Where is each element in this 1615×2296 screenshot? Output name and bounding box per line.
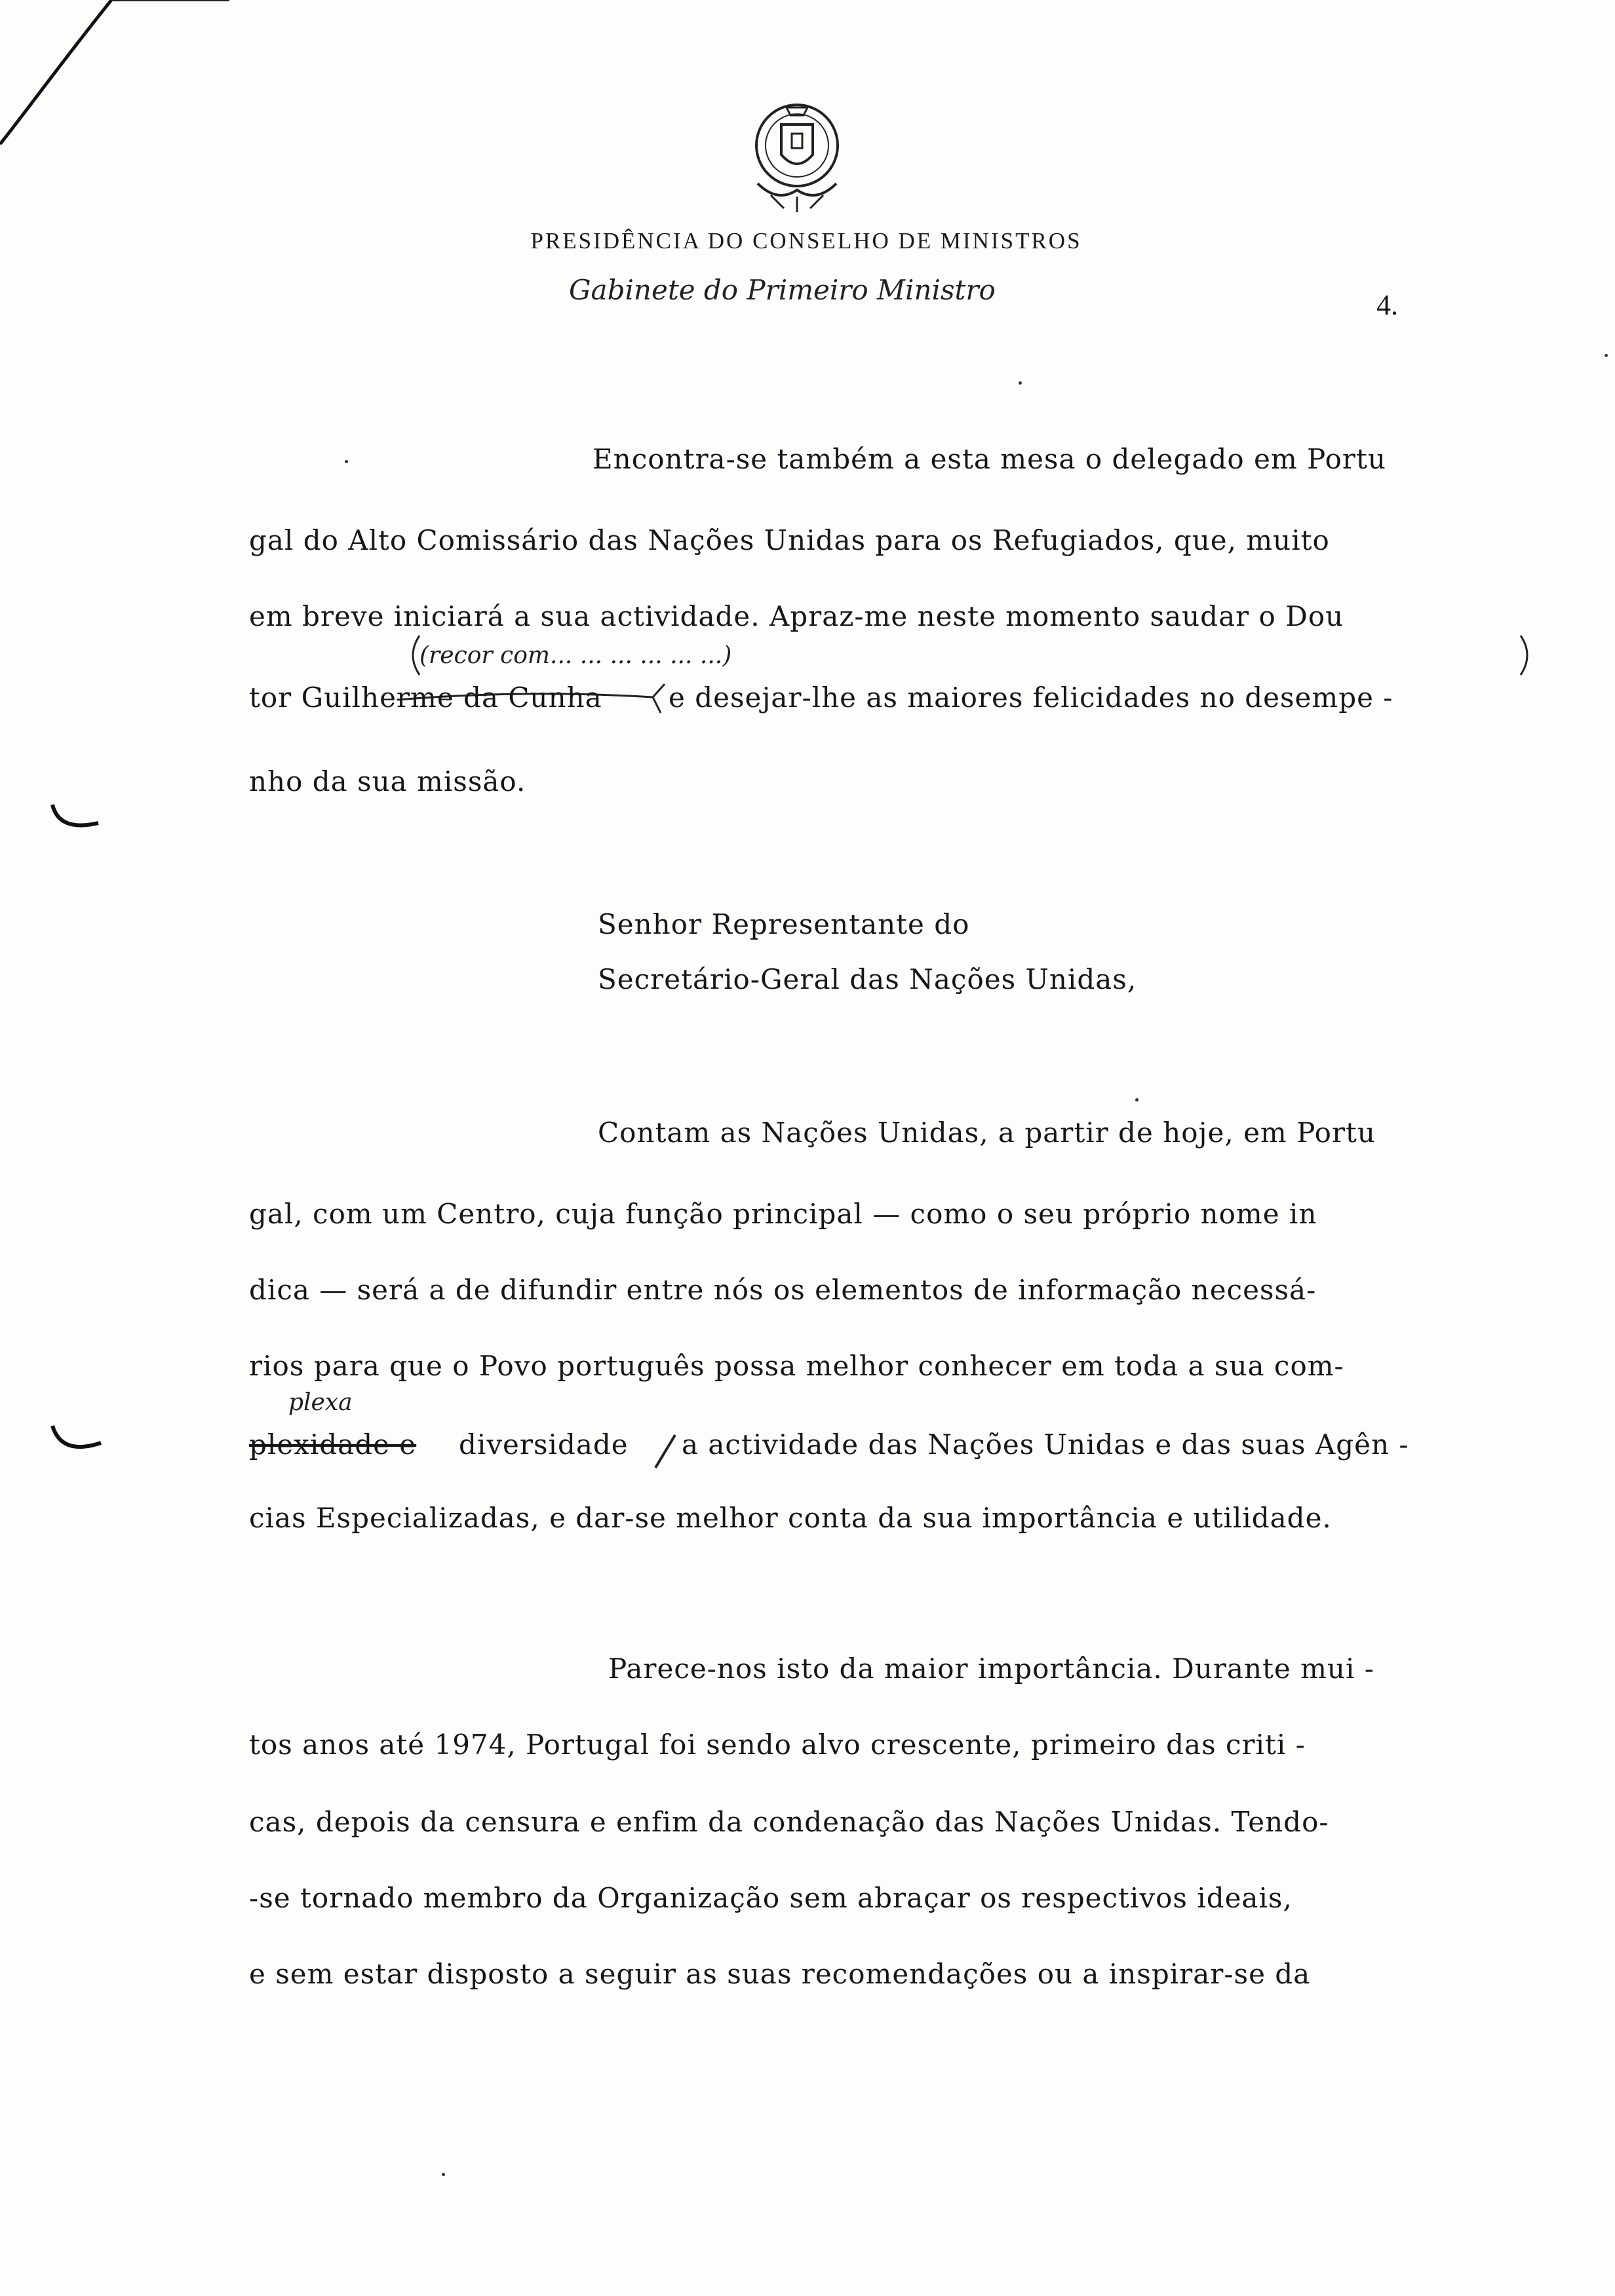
handwritten-correction: plexa xyxy=(288,1389,353,1416)
p1-line-4-end: e desejar-lhe as maiores felicidades no desempe - xyxy=(669,681,1393,714)
letterhead-institution: PRESIDÊNCIA DO CONSELHO DE MINISTROS xyxy=(530,228,1082,254)
salutation-line-2: Secretário-Geral das Nações Unidas, xyxy=(598,963,1137,995)
p2-line-3: dica — será a de difundir entre nós os elementos de informação necessá- xyxy=(249,1274,1317,1306)
paper-speck xyxy=(345,460,348,463)
p3-line-4: -se tornado membro da Organização sem abraçar os respectivos ideais, xyxy=(249,1882,1293,1914)
p2-line-1: Contam as Nações Unidas, a partir de hoje, em Portu xyxy=(598,1117,1376,1149)
margin-check-mark xyxy=(46,799,105,839)
page-number: 4. xyxy=(1376,289,1398,321)
p2-line-4: rios para que o Povo português possa melhor conhecer em toda a sua com- xyxy=(249,1350,1344,1382)
p1-line-4-start: tor Guilherme da Cunha xyxy=(249,681,602,714)
p1-line-3: em breve iniciará a sua actividade. Apraz-me neste momento saudar o Dou xyxy=(249,600,1344,632)
top-edge-rule xyxy=(111,0,229,1)
paper-speck xyxy=(1135,1098,1138,1101)
corner-pen-stroke xyxy=(0,0,249,157)
p1-line-5: nho da sua missão. xyxy=(249,765,526,797)
letterhead-office: Gabinete do Primeiro Ministro xyxy=(569,274,996,306)
p2-line-6: cias Especializadas, e dar-se melhor conta da sua importância e utilidade. xyxy=(249,1502,1332,1534)
handwritten-insertion: (recor com... ... ... ... ... ...) xyxy=(419,642,732,669)
insertion-slash-mark xyxy=(649,1428,682,1474)
p2-line-5-word: diversidade xyxy=(459,1428,629,1461)
p2-struck-word: plexidade e xyxy=(249,1428,417,1461)
p1-line-2: gal do Alto Comissário das Nações Unidas para os Refugiados, que, muito xyxy=(249,524,1330,556)
salutation-line-1: Senhor Representante do xyxy=(598,908,970,940)
p3-line-1: Parece-nos isto da maior importância. Durante mui - xyxy=(608,1653,1374,1685)
p2-line-5-rest: a actividade das Nações Unidas e das suas Agên - xyxy=(682,1428,1409,1461)
coat-of-arms-icon xyxy=(738,92,856,216)
p3-line-5: e sem estar disposto a seguir as suas recomendações ou a inspirar-se da xyxy=(249,1958,1311,1990)
p3-line-3: cas, depois da censura e enfim da condenação das Nações Unidas. Tendo- xyxy=(249,1806,1329,1838)
p2-line-2: gal, com um Centro, cuja função principal — como o seu próprio nome in xyxy=(249,1198,1317,1230)
paper-speck xyxy=(442,2173,445,2176)
paper-speck xyxy=(1019,381,1022,385)
p3-line-2: tos anos até 1974, Portugal foi sendo alvo crescente, primeiro das criti - xyxy=(249,1729,1306,1761)
p1-line-1: Encontra-se também a esta mesa o delegado em Portu xyxy=(593,443,1386,475)
margin-check-mark-2 xyxy=(46,1422,105,1461)
paper-speck xyxy=(1605,354,1608,357)
